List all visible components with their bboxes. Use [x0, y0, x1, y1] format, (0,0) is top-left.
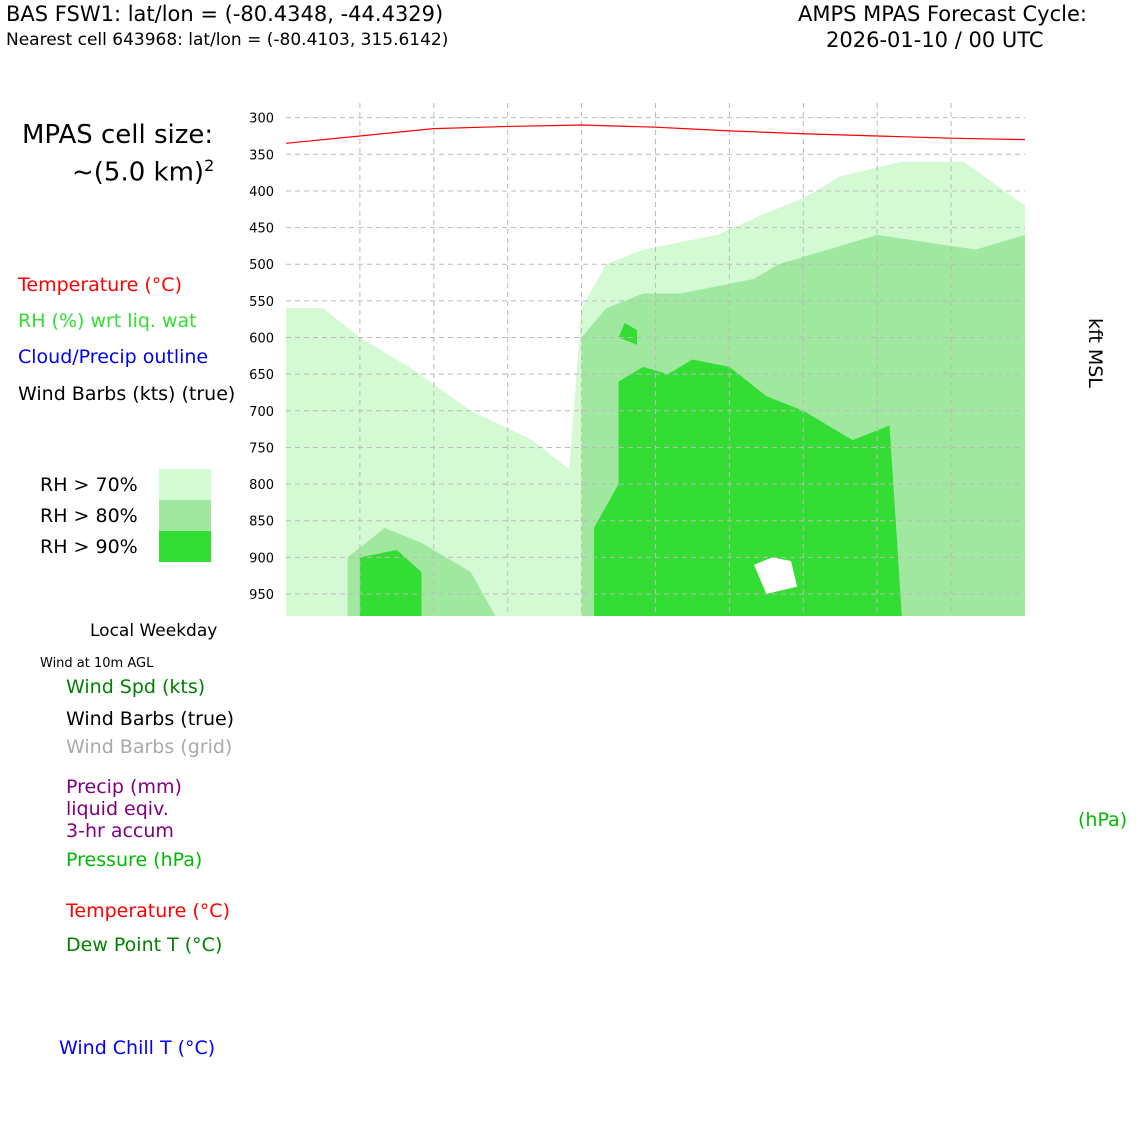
legend-wind-barbs-true: Wind Barbs (true): [66, 708, 235, 730]
pressure-tick-label: 600: [249, 331, 274, 347]
legend-temperature: Temperature (°C): [18, 274, 182, 296]
legend-rh90-label: RH > 90%: [40, 536, 138, 558]
legend-dewpoint: Dew Point T (°C): [66, 934, 223, 956]
pressure-tick-label: 850: [249, 514, 274, 530]
pressure-tick-label: 900: [249, 551, 274, 567]
pressure-tick-label: 800: [249, 478, 274, 494]
kft-axis-label: kft MSL: [1084, 318, 1106, 388]
forecast-title: AMPS MPAS Forecast Cycle:: [798, 2, 1087, 26]
pressure-tick-label: 550: [249, 294, 274, 310]
wind10m-label: Wind at 10m AGL: [40, 656, 154, 671]
legend-cloud: Cloud/Precip outline: [18, 346, 209, 368]
cell-size-exponent: 2: [204, 156, 215, 175]
cell-size-title: MPAS cell size:: [22, 120, 214, 150]
pressure-tick-label: 750: [249, 441, 274, 457]
pressure-tick-label: 400: [249, 184, 274, 200]
pressure-tick-label: 500: [249, 258, 274, 274]
station-title: BAS FSW1: lat/lon = (-80.4348, -44.4329): [6, 2, 444, 26]
pressure-tick-label: 700: [249, 404, 274, 420]
legend-precip-2: liquid eqiv.: [66, 798, 169, 820]
legend-pressure: Pressure (hPa): [66, 849, 203, 871]
cell-size-text: ~(5.0 km): [72, 157, 205, 188]
legend-wind-speed: Wind Spd (kts): [66, 676, 206, 698]
legend-precip-1: Precip (mm): [66, 776, 182, 798]
legend-rh80-label: RH > 80%: [40, 505, 138, 527]
forecast-cycle: 2026-01-10 / 00 UTC: [826, 28, 1044, 52]
legend-precip-3: 3-hr accum: [66, 820, 174, 842]
pressure-unit: (hPa): [1078, 809, 1128, 831]
pressure-tick-label: 350: [249, 148, 274, 164]
pressure-tick-label: 450: [249, 221, 274, 237]
legend-wind-barbs-grid: Wind Barbs (grid): [66, 736, 233, 758]
legend-windchill: Wind Chill T (°C): [59, 1037, 216, 1059]
pressure-tick-label: 650: [249, 368, 274, 384]
legend-temp2: Temperature (°C): [66, 900, 230, 922]
pressure-tick-label: 950: [249, 588, 274, 604]
legend-rh70-label: RH > 70%: [40, 474, 138, 496]
legend-wind-barbs: Wind Barbs (kts) (true): [18, 383, 236, 405]
pressure-tick-label: 300: [249, 111, 274, 127]
local-weekday-label: Local Weekday: [90, 621, 218, 641]
nearest-cell-title: Nearest cell 643968: lat/lon = (-80.4103, 315.6142): [6, 30, 449, 50]
legend-rh: RH (%) wrt liq. wat: [18, 310, 197, 332]
